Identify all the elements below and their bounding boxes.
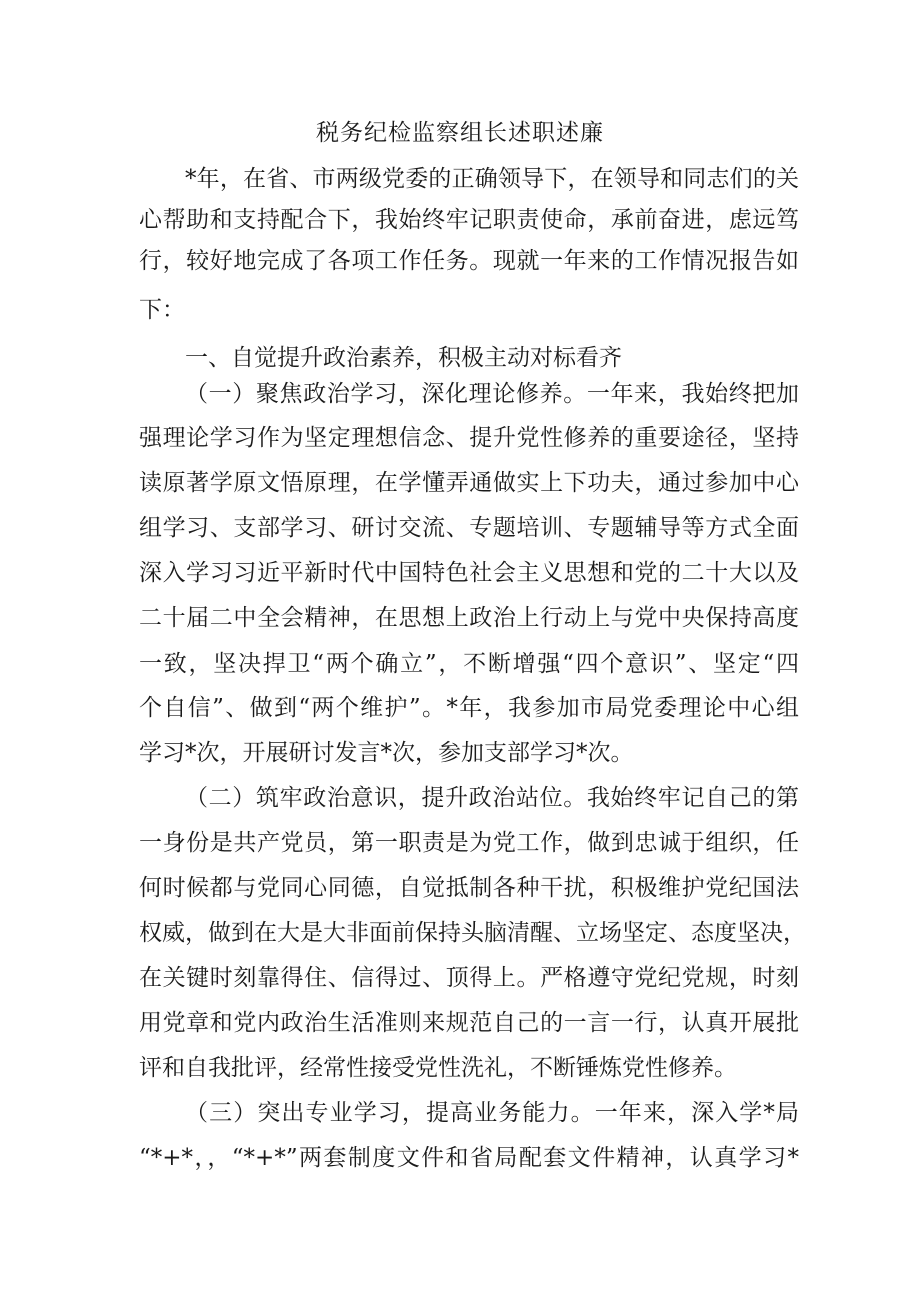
section-heading: 一、自觉提升政治素养，积极主动对标看齐 [185,345,622,371]
paragraph-line: 用党章和党内政治生活准则来规范自己的一言一行，认真开展批 [139,1010,799,1036]
paragraph-line: “*+*，，“*+*”两套制度文件和省局配套文件精神，认真学习* [139,1145,799,1171]
paragraph-line: （一）聚焦政治学习，深化理论修养。一年来，我始终把加 [185,381,799,407]
paragraph-line: 学习*次，开展研讨发言*次，参加支部学习*次。 [139,740,634,766]
paragraph-line: 评和自我批评，经常性接受党性洗礼，不断锤炼党性修养。 [139,1055,737,1081]
paragraph-line: 一致，坚决捍卫“两个确立”，不断增强“四个意识”、坚定“四 [139,651,799,677]
paragraph-line: 在关键时刻靠得住、信得过、顶得上。严格遵守党纪党规，时刻 [139,965,799,991]
paragraph-line: 行，较好地完成了各项工作任务。现就一年来的工作情况报告如 [139,248,799,274]
paragraph-line: 一身份是共产党员，第一职责是为党工作，做到忠诚于组织，任 [139,830,799,856]
paragraph-line: 组学习、支部学习、研讨交流、专题培训、专题辅导等方式全面 [139,515,799,541]
paragraph-line: 读原著学原文悟原理，在学懂弄通做实上下功夫，通过参加中心 [139,470,799,496]
paragraph-line: 何时候都与党同心同德，自觉抵制各种干扰，积极维护党纪国法 [139,875,799,901]
paragraph-line: （三）突出专业学习，提高业务能力。一年来，深入学*局 [185,1100,799,1126]
paragraph-line: 权威，做到在大是大非面前保持头脑清醒、立场坚定、态度坚决， [139,920,806,946]
paragraph-line: 二十届二中全会精神，在思想上政治上行动上与党中央保持高度 [139,605,799,631]
paragraph-line: 个自信”、做到“两个维护”。*年，我参加市局党委理论中心组 [139,695,799,721]
paragraph-line: 心帮助和支持配合下，我始终牢记职责使命，承前奋进，虑远笃 [139,207,799,233]
paragraph-line: 深入学习习近平新时代中国特色社会主义思想和党的二十大以及 [139,560,799,586]
paragraph-line: （二）筑牢政治意识，提升政治站位。我始终牢记自己的第 [185,785,799,811]
paragraph-line: 下： [139,297,185,323]
document-title: 税务纪检监察组长述职述廉 [316,120,604,146]
paragraph-line: 强理论学习作为坚定理想信念、提升党性修养的重要途径，坚持 [139,425,799,451]
paragraph-line: *年，在省、市两级党委的正确领导下，在领导和同志们的关 [185,166,799,192]
